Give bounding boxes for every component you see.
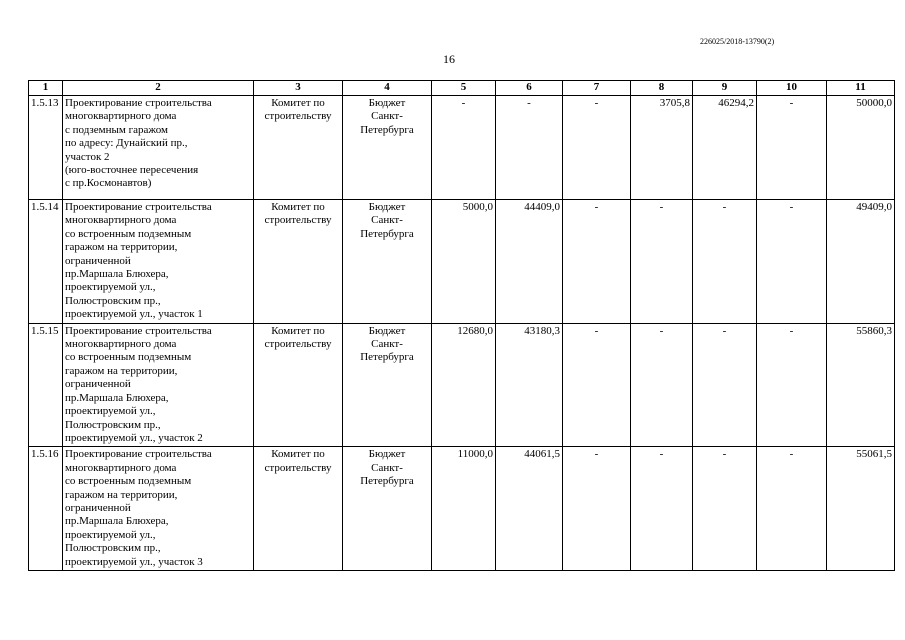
column-header: 10 [757, 81, 827, 96]
row-id: 1.5.16 [29, 447, 63, 571]
document-number: 226025/2018-13790(2) [700, 37, 775, 46]
value-cell: - [563, 447, 631, 571]
column-header: 3 [254, 81, 343, 96]
value-cell: - [563, 96, 631, 200]
executor: Комитет по строительству [254, 447, 343, 571]
column-header: 2 [63, 81, 254, 96]
executor: Комитет по строительству [254, 200, 343, 324]
table-row [29, 323, 895, 447]
column-header: 9 [693, 81, 757, 96]
value-cell: 46294,2 [693, 96, 757, 200]
value-cell: 44061,5 [496, 447, 563, 571]
value-cell: 3705,8 [631, 96, 693, 200]
value-cell: 43180,3 [496, 323, 563, 447]
total-cell: 49409,0 [827, 200, 895, 324]
value-cell: - [631, 200, 693, 324]
funding-source: Бюджет Санкт- Петербурга [343, 323, 432, 447]
row-id: 1.5.13 [29, 96, 63, 200]
column-header: 4 [343, 81, 432, 96]
value-cell: 5000,0 [432, 200, 496, 324]
project-name: Проектирование строительства многоквартирного дома со встроенным подземным гаражом на территории, ограниченной пр.Маршала Блюхера, проектируемой ул., Полюстровским пр., проектируемой ул., участок 2 [63, 323, 254, 447]
value-cell: - [432, 96, 496, 200]
table-row [29, 96, 895, 200]
column-header: 7 [563, 81, 631, 96]
page-number: 16 [443, 52, 455, 66]
value-cell: - [757, 447, 827, 571]
value-cell: - [757, 96, 827, 200]
value-cell: 11000,0 [432, 447, 496, 571]
value-cell: - [757, 323, 827, 447]
value-cell: - [693, 323, 757, 447]
value-cell: - [693, 200, 757, 324]
funding-source: Бюджет Санкт- Петербурга [343, 200, 432, 324]
project-name: Проектирование строительства многоквартирного дома с подземным гаражом по адресу: Дунайский пр., участок 2 (юго-восточнее пересечения с пр.Космонавтов) [63, 96, 254, 200]
budget-table [28, 80, 895, 571]
funding-source: Бюджет Санкт- Петербурга [343, 96, 432, 200]
column-header: 5 [432, 81, 496, 96]
value-cell: 12680,0 [432, 323, 496, 447]
value-cell: - [757, 200, 827, 324]
row-id: 1.5.14 [29, 200, 63, 324]
column-header: 1 [29, 81, 63, 96]
total-cell: 55061,5 [827, 447, 895, 571]
value-cell: - [563, 323, 631, 447]
value-cell: - [631, 323, 693, 447]
value-cell: - [631, 447, 693, 571]
project-name: Проектирование строительства многоквартирного дома со встроенным подземным гаражом на территории, ограниченной пр.Маршала Блюхера, проектируемой ул., Полюстровским пр., проектируемой ул., участок 3 [63, 447, 254, 571]
executor: Комитет по строительству [254, 96, 343, 200]
value-cell: 44409,0 [496, 200, 563, 324]
executor: Комитет по строительству [254, 323, 343, 447]
project-name: Проектирование строительства многоквартирного дома со встроенным подземным гаражом на территории, ограниченной пр.Маршала Блюхера, проектируемой ул., Полюстровским пр., проектируемой ул., участок 1 [63, 200, 254, 324]
value-cell: - [563, 200, 631, 324]
funding-source: Бюджет Санкт- Петербурга [343, 447, 432, 571]
row-id: 1.5.15 [29, 323, 63, 447]
total-cell: 55860,3 [827, 323, 895, 447]
column-header: 8 [631, 81, 693, 96]
total-cell: 50000,0 [827, 96, 895, 200]
value-cell: - [496, 96, 563, 200]
table-row [29, 447, 895, 571]
column-header: 11 [827, 81, 895, 96]
value-cell: - [693, 447, 757, 571]
header-row [29, 81, 895, 96]
table-row [29, 200, 895, 324]
column-header: 6 [496, 81, 563, 96]
